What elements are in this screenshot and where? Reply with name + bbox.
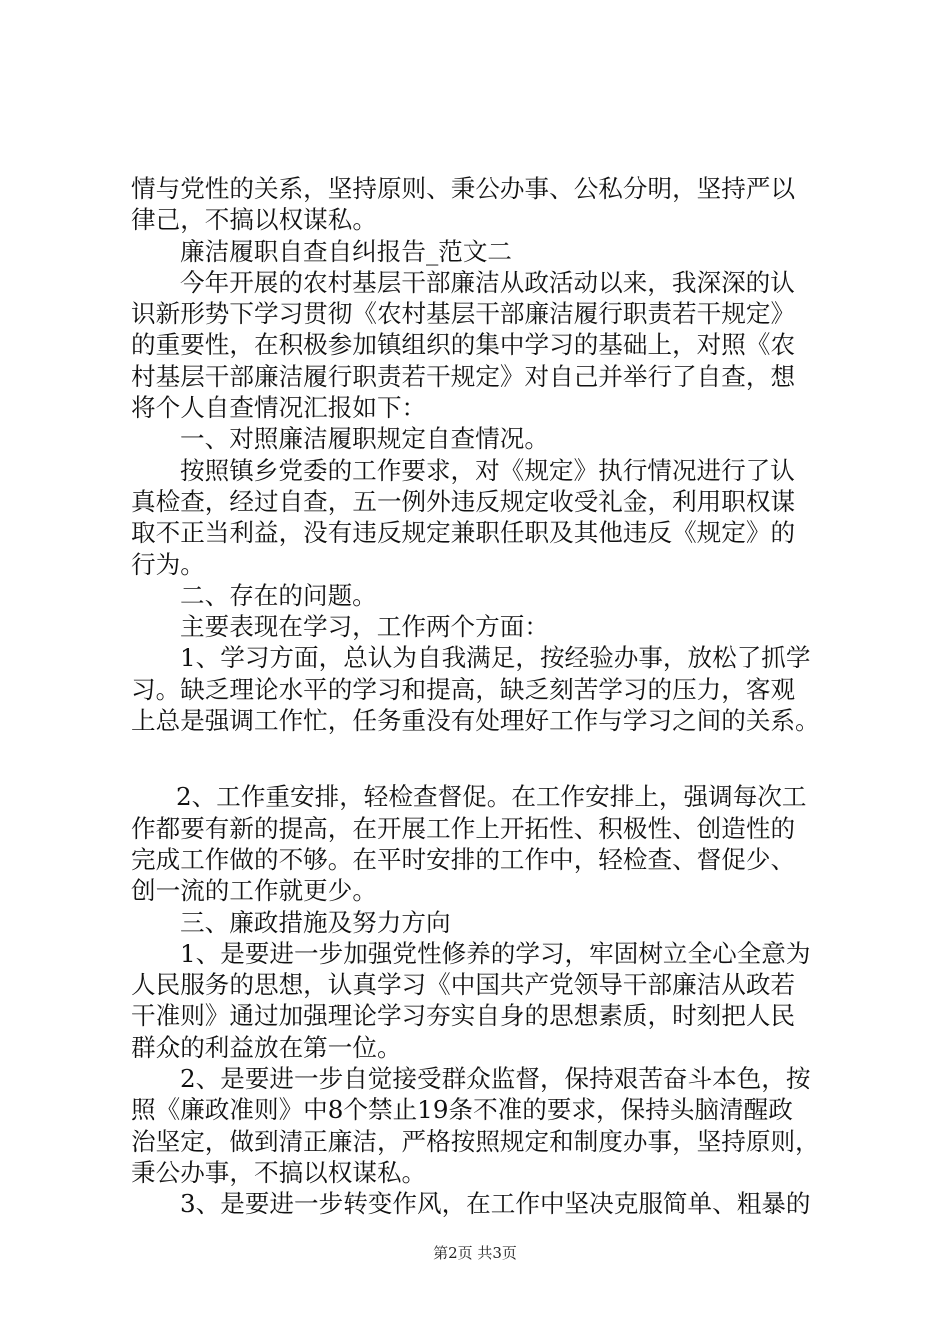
text-line: 秉公办事，不搞以权谋私。: [131, 1157, 427, 1187]
page-footer: [0, 1243, 950, 1263]
document-body: [131, 173, 831, 1220]
text-line: 今年开展的农村基层干部廉洁从政活动以来，我深深的认: [180, 267, 795, 297]
text-line: 治坚定，做到清正廉洁，严格按照规定和制度办事，坚持原则，: [131, 1126, 820, 1156]
text-line: 上总是强调工作忙，任务重没有处理好工作与学习之间的关系。: [131, 706, 820, 736]
text-line: 习。缺乏理论水平的学习和提高，缺乏刻苦学习的压力，客观: [131, 674, 796, 704]
text-line: 的重要性，在积极参加镇组织的集中学习的基础上，对照《农: [131, 330, 796, 360]
text-line: 照《廉政准则》中8个禁止19条不准的要求，保持头脑清醒政: [131, 1095, 793, 1125]
text-line: 律己，不搞以权谋私。: [131, 205, 377, 235]
page-number-label: 第2页 共3页: [433, 1244, 517, 1262]
text-line: 2、工作重安排，轻检查督促。在工作安排上，强调每次工: [176, 782, 807, 812]
text-line: 1、学习方面，总认为自我满足，按经验办事，放松了抓学: [180, 643, 811, 673]
text-line: 作都要有新的提高，在开展工作上开拓性、积极性、创造性的: [131, 813, 796, 843]
text-line: 按照镇乡党委的工作要求，对《规定》执行情况进行了认: [180, 455, 795, 485]
section-heading: 二、存在的问题。: [180, 580, 377, 610]
text-line: 识新形势下学习贯彻《农村基层干部廉洁履行职责若干规定》: [131, 299, 796, 329]
text-line: 行为。: [131, 549, 205, 579]
text-line: 完成工作做的不够。在平时安排的工作中，轻检查、督促少、: [131, 844, 796, 874]
paragraph-gap: [131, 736, 831, 781]
text-line: 1、是要进一步加强党性修养的学习，牢固树立全心全意为: [180, 938, 811, 968]
section-title: 廉洁履职自查自纠报告_范文二: [180, 236, 513, 266]
text-line: 村基层干部廉洁履行职责若干规定》对自己并举行了自查，想: [131, 361, 796, 391]
text-line: 真检查，经过自查，五一例外违反规定收受礼金，利用职权谋: [131, 486, 796, 516]
text-line: 将个人自查情况汇报如下：: [131, 393, 427, 423]
text-line: 2、是要进一步自觉接受群众监督，保持艰苦奋斗本色，按: [180, 1064, 811, 1094]
text-line: 创一流的工作就更少。: [131, 876, 377, 906]
text-line: 3、是要进一步转变作风，在工作中坚决克服简单、粗暴的: [180, 1189, 811, 1219]
section-heading: 一、对照廉洁履职规定自查情况。: [180, 424, 549, 454]
text-line: 人民服务的思想，认真学习《中国共产党领导干部廉洁从政若: [131, 970, 796, 1000]
text-line: 情与党性的关系，坚持原则、秉公办事、公私分明，坚持严以: [131, 174, 796, 203]
section-heading: 三、廉政措施及努力方向: [180, 907, 451, 937]
text-line: 干准则》通过加强理论学习夯实自身的思想素质，时刻把人民: [131, 1001, 796, 1031]
text-line: 群众的利益放在第一位。: [131, 1032, 402, 1062]
text-line: 主要表现在学习，工作两个方面：: [180, 612, 549, 642]
text-line: 取不正当利益，没有违反规定兼职任职及其他违反《规定》的: [131, 518, 796, 548]
